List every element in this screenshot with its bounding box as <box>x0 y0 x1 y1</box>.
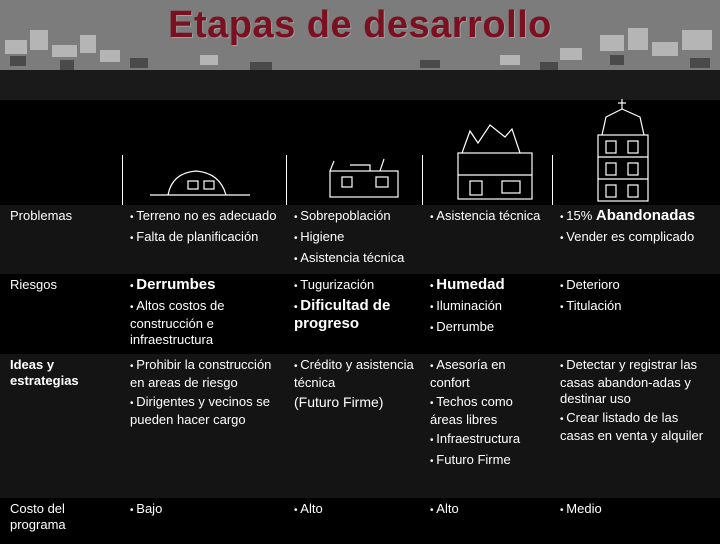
table-cell: • Humedad • Iluminación • Derrumbe <box>422 274 552 354</box>
table-cell: • Sobrepoblación • Higiene • Asistencia técnica <box>286 205 422 274</box>
table-cell: • Medio <box>552 498 720 544</box>
table-cell: • Deterioro • Titulación <box>552 274 720 354</box>
row-label: Ideas y estrategias <box>0 354 122 498</box>
divider <box>422 155 423 205</box>
shack-sketch <box>168 171 226 195</box>
row-label: Costo del programa <box>0 498 122 544</box>
table-cell: • Derrumbes • Altos costos de construcción e infraestructura <box>122 274 286 354</box>
table-cell: • Asesoría en confort • Techos como áreas libres • Infraestructura • Futuro Firme <box>422 354 552 498</box>
table-cell: • Bajo <box>122 498 286 544</box>
row-label: Problemas <box>0 205 122 274</box>
table-cell: • Crédito y asistencia técnica (Futuro Firme) <box>286 354 422 498</box>
abandoned-label: Abandonadas <box>595 207 696 224</box>
hillside-photo <box>0 0 720 100</box>
development-stages-table <box>0 205 720 544</box>
table-cell: • Tugurización • Dificultad de progreso <box>286 274 422 354</box>
divider <box>286 155 287 205</box>
two-storey-house-sketch <box>458 153 532 199</box>
abandoned-percent: • 15% Abandonadas <box>560 208 712 226</box>
table-cell: • Alto <box>286 498 422 544</box>
table-cell: • Terreno no es adecuado • Falta de planificación <box>122 205 286 274</box>
table-row <box>0 205 720 274</box>
table-cell: • Asistencia técnica <box>422 205 552 274</box>
table-cell: • Alto <box>422 498 552 544</box>
table-row <box>0 354 720 498</box>
table-row <box>0 274 720 354</box>
divider <box>552 155 553 205</box>
table-cell: • Detectar y registrar las casas abandon-adas y destinar uso • Crear listado de las casas en venta y alquiler <box>552 354 720 498</box>
table-cell: • Prohibir la construcción en areas de riesgo • Dirigentes y vecinos se pueden hacer cargo <box>122 354 286 498</box>
divider <box>122 155 123 205</box>
house-evolution-sketches <box>0 95 720 207</box>
row-label: Riesgos <box>0 274 122 354</box>
table-cell: • 15% Abandonadas • Vender es complicado <box>552 205 720 274</box>
table-row <box>0 498 720 544</box>
page-title: Etapas de desarrollo <box>168 4 552 46</box>
